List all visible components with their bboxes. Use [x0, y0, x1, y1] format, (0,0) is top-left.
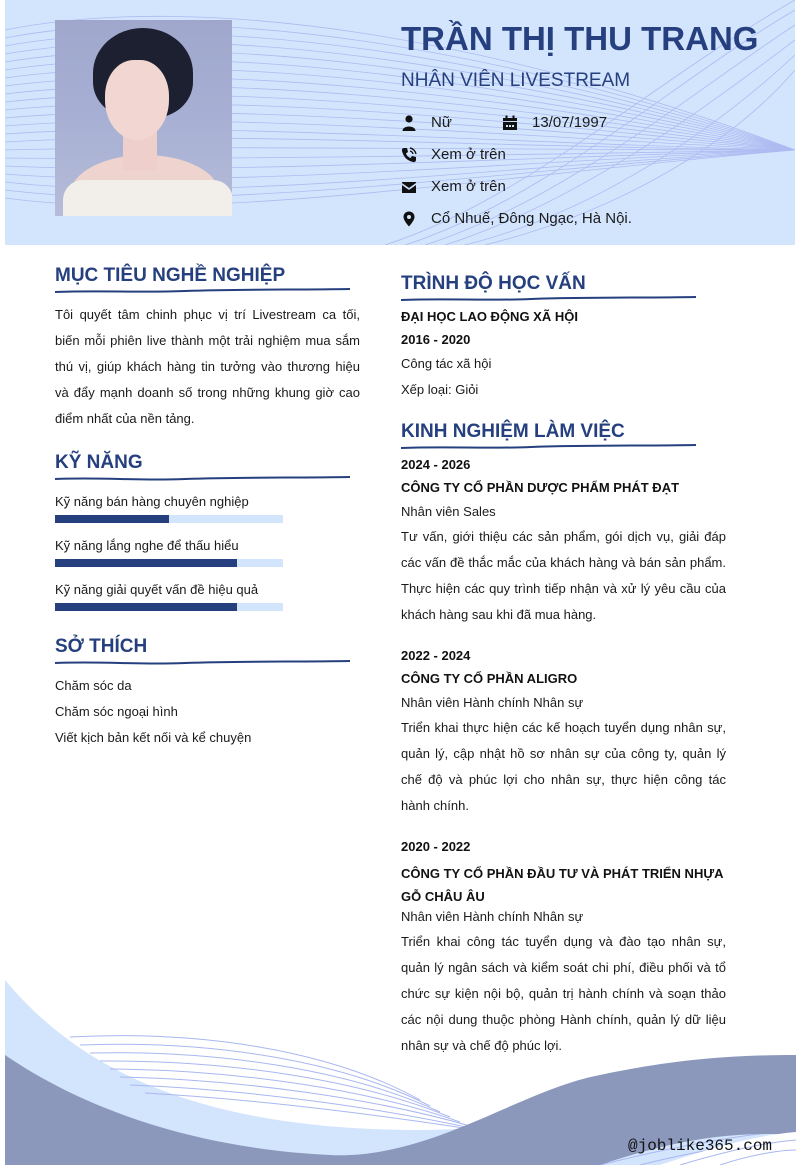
job-company: CÔNG TY CỔ PHẦN ALIGRO [401, 671, 578, 686]
profile-photo [55, 20, 232, 216]
hobbies-title: SỞ THÍCH [55, 636, 148, 657]
birthday-row [502, 114, 607, 131]
gender-value: Nữ [431, 114, 452, 131]
education-major: Công tác xã hội [401, 356, 492, 371]
phone-icon [401, 147, 417, 163]
objective-text: Tôi quyết tâm chinh phục vị trí Livestream ca tối, biến mỗi phiên live thành một trải nghiệm mua sắm thú vị, giúp khách hàng tin tưởng vào thương hiệu và đẩy mạnh doanh số trong những khung giờ cao điểm nhất của nền tảng. [55, 307, 360, 426]
section-underline [55, 287, 350, 295]
address-row [401, 210, 632, 227]
job-company: CÔNG TY CỔ PHẦN DƯỢC PHẨM PHÁT ĐẠT [401, 480, 680, 495]
section-underline [55, 659, 350, 667]
job-period: 2020 - 2022 [401, 839, 471, 854]
skill-bar [55, 559, 283, 567]
calendar-icon [502, 115, 518, 131]
job-position: Nhân viên Sales [401, 504, 496, 519]
email-row [401, 178, 506, 195]
job-description: Triển khai thực hiện các kế hoạch tuyển dụng nhân sự, quản lý, cập nhật hồ sơ nhân sự của công ty, quản lý chế độ và phúc lợi cho nhân sự, thực hiện công tác hành chính. [401, 720, 726, 813]
job-position: Nhân viên Hành chính Nhân sự [401, 695, 584, 710]
section-underline [401, 295, 696, 303]
job-position: Nhân viên Hành chính Nhân sự [401, 909, 584, 924]
hobby-item: Chăm sóc ngoại hình [55, 704, 178, 719]
skill-label: Kỹ năng giải quyết vấn đề hiệu quả [55, 582, 259, 597]
section-underline [401, 443, 696, 451]
birthday-value: 13/07/1997 [532, 114, 608, 131]
section-underline [55, 475, 350, 483]
skills-title: KỸ NĂNG [55, 452, 143, 473]
skill-label: Kỹ năng bán hàng chuyên nghiệp [55, 494, 249, 509]
hobby-item: Chăm sóc da [55, 678, 132, 693]
job-period: 2022 - 2024 [401, 648, 471, 663]
objective-title: MỤC TIÊU NGHỀ NGHIỆP [55, 265, 286, 286]
map-marker-icon [401, 211, 417, 227]
envelope-icon [401, 179, 417, 195]
footer-decoration [0, 960, 796, 1165]
education-title: TRÌNH ĐỘ HỌC VẤN [401, 273, 586, 294]
phone-row [401, 146, 506, 163]
phone-value: Xem ở trên [431, 146, 506, 163]
email-value: Xem ở trên [431, 178, 506, 195]
education-period: 2016 - 2020 [401, 332, 471, 347]
address-value: Cổ Nhuế, Đông Ngạc, Hà Nội. [431, 210, 632, 227]
school-name: ĐẠI HỌC LAO ĐỘNG XÃ HỘI [401, 309, 578, 324]
skill-label: Kỹ năng lắng nghe để thấu hiểu [55, 538, 239, 553]
candidate-name: TRẦN THỊ THU TRANG [401, 20, 759, 57]
job-period: 2024 - 2026 [401, 457, 471, 472]
education-grade: Xếp loại: Giỏi [401, 382, 479, 397]
hobby-item: Viết kịch bản kết nối và kể chuyện [55, 730, 252, 745]
gender-row [401, 114, 452, 131]
job-description: Tư vấn, giới thiệu các sản phẩm, gói dịch vụ, giải đáp các vấn đề thắc mắc của khách hàng và bán sản phẩm. Thực hiện các quy trình tiếp nhận và xử lý yêu cầu của khách hàng sau khi đã mua hàng. [401, 529, 726, 622]
watermark-text: @joblike365.com [628, 1137, 773, 1155]
user-icon [401, 115, 417, 131]
skill-bar [55, 603, 283, 611]
job-company: CÔNG TY CỔ PHẦN ĐẦU TƯ VÀ PHÁT TRIỂN NHỰA GỖ CHÂU ÂU [401, 866, 724, 904]
skill-bar [55, 515, 283, 523]
candidate-role: NHÂN VIÊN LIVESTREAM [401, 70, 631, 91]
experience-title: KINH NGHIỆM LÀM VIỆC [401, 421, 625, 442]
job-description: Triển khai công tác tuyển dụng và đào tạo nhân sự, quản lý ngân sách và kiểm soát chi phí, điều phối và tổ chức sự kiện nội bộ, quản trị hành chính và soạn thảo các nội dung thuộc phòng Hành chính, quản lý dữ liệu nhân sự và chế độ phúc lợi. [401, 934, 726, 1053]
